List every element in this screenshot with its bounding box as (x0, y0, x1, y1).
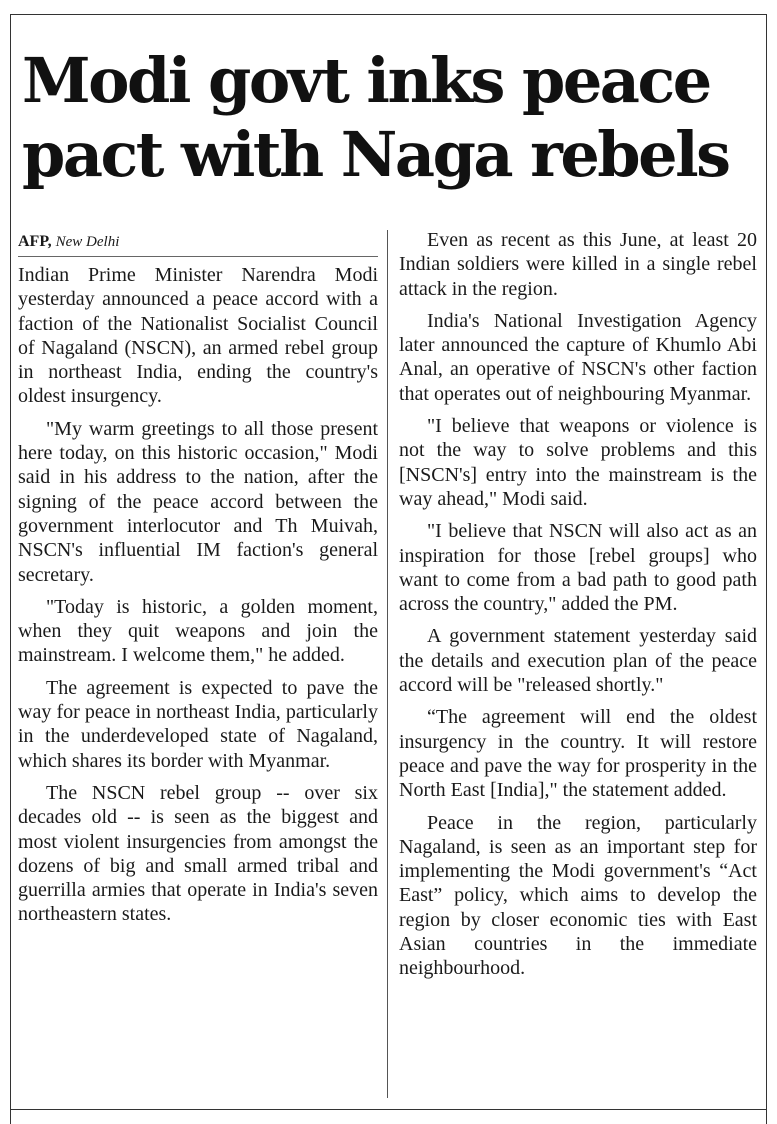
article-paragraph: A government statement yesterday said the details and execution plan of the peace accord will be "released shortly." (399, 625, 757, 697)
byline-agency: AFP, (18, 233, 52, 250)
bottom-border-rule (10, 1109, 767, 1110)
article-paragraph: India's National Investigation Agency later announced the capture of Khumlo Abi Anal, an operative of NSCN's other faction that operates out of neighbouring Myanmar. (399, 309, 757, 405)
top-border-rule (10, 14, 767, 15)
article-paragraph: The NSCN rebel group -- over six decades old -- is seen as the biggest and most violent insurgencies from amongst the dozens of big and small armed tribal and guerrilla armies that operate in India's seven northeastern states. (18, 781, 378, 926)
article-paragraph: The agreement is expected to pave the way for peace in northeast India, particularly in the underdeveloped state of Nagaland, which shares its border with Myanmar. (18, 676, 378, 772)
article-paragraph: Peace in the region, particularly Nagaland, is seen as an important step for implementing the Modi government's “Act East” policy, which aims to develop the region by closer economic ties with East Asian countries in the immediate neighbourhood. (399, 811, 757, 980)
article-paragraph: Even as recent as this June, at least 20 Indian soldiers were killed in a single rebel attack in the region. (399, 229, 757, 300)
article-left-column (18, 228, 378, 935)
article-paragraph: Indian Prime Minister Narendra Modi yesterday announced a peace accord with a faction of the Nationalist Socialist Council of Nagaland (NSCN), an armed rebel group in northeast India, ending the country's oldest insurgency. (18, 264, 378, 408)
left-border-rule (10, 14, 11, 1124)
column-divider (387, 230, 388, 1098)
byline (18, 228, 378, 257)
right-border-rule (766, 14, 767, 1124)
article-paragraph: "I believe that NSCN will also act as an inspiration for those [rebel groups] who want to come from a bad path to good path across the country," added the PM. (399, 520, 757, 616)
article-headline: Modi govt inks peace pact with Naga rebels (22, 44, 729, 191)
article-paragraph: "My warm greetings to all those present here today, on this historic occasion," Modi said in his address to the nation, after the signing of the peace accord between the government interlocutor and Th Muivah, NSCN's influential IM faction's general secretary. (18, 417, 378, 586)
article-paragraph: "I believe that weapons or violence is not the way to solve problems and this [NSCN's] entry into the mainstream is the way ahead," Modi said. (399, 415, 757, 510)
byline-dateline: New Delhi (55, 234, 120, 250)
article-paragraph: “The agreement will end the oldest insurgency in the country. It will restore peace and pave the way for prosperity in the North East [India]," the statement added. (399, 706, 757, 802)
article-paragraph: "Today is historic, a golden moment, when they quit weapons and join the mainstream. I welcome them," he added. (18, 595, 378, 667)
article-right-column (399, 228, 757, 989)
